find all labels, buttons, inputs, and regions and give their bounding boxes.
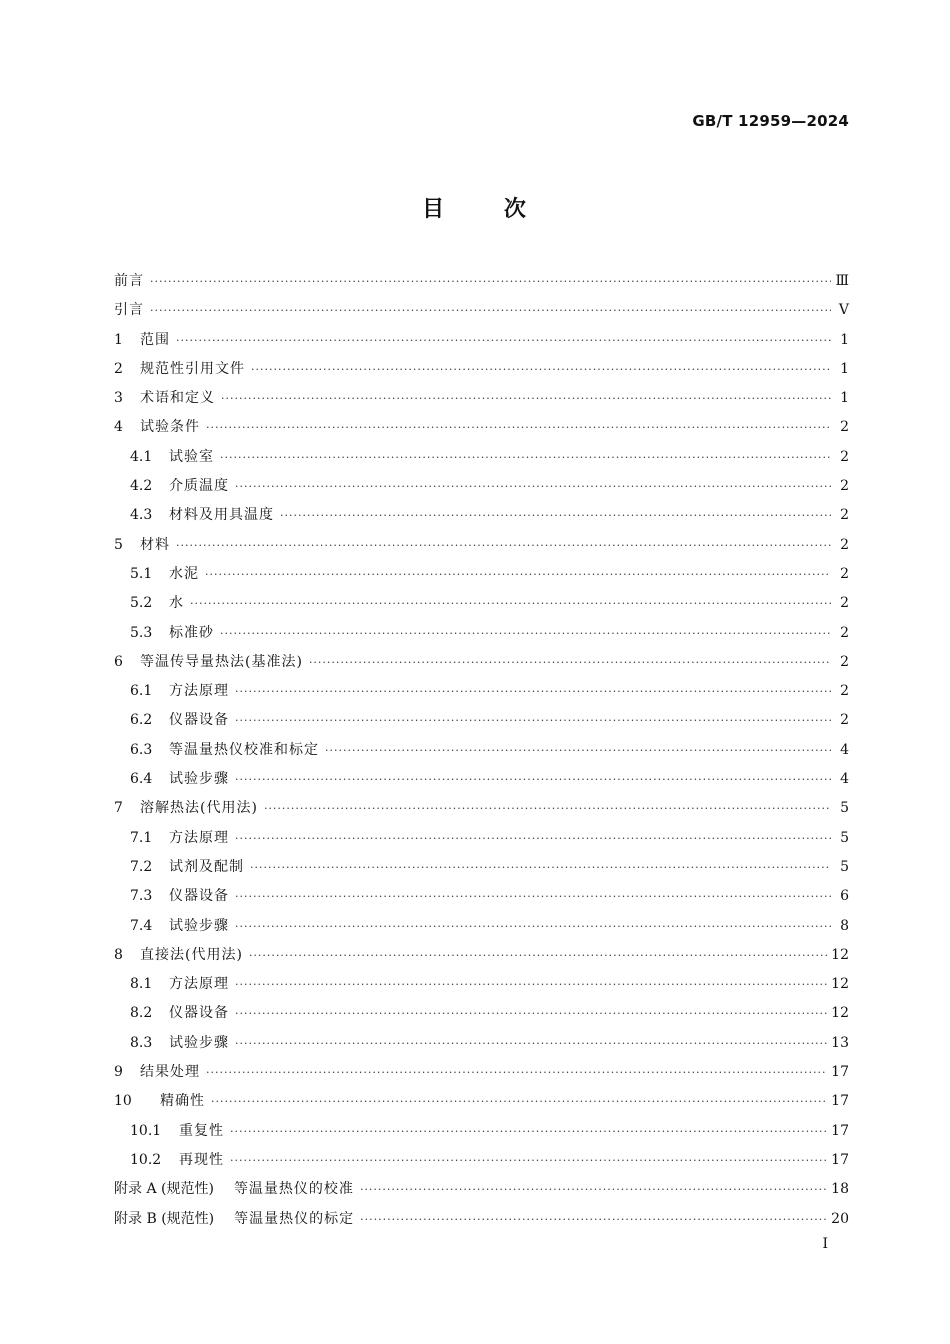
toc-entry[interactable] [114, 827, 849, 856]
toc-dot-leader [190, 597, 831, 610]
toc-entry-number: 5 [114, 536, 123, 553]
toc-entry-page: 2 [840, 419, 849, 436]
toc-entry[interactable] [114, 944, 849, 973]
toc-entry[interactable] [114, 1149, 849, 1178]
toc-entry-page: 13 [831, 1034, 849, 1051]
toc-entry[interactable] [114, 1061, 849, 1090]
toc-dot-leader [230, 1125, 827, 1138]
toc-entry-page: 12 [831, 946, 849, 963]
toc-dot-leader [235, 480, 831, 493]
toc-entry[interactable] [114, 299, 849, 328]
toc-dot-leader [280, 509, 831, 522]
toc-entry-number: 8.2 [130, 1005, 153, 1022]
toc-entry-number: 7.4 [130, 917, 153, 934]
toc-entry-label: 术语和定义 [140, 390, 215, 407]
toc-entry-label: 方法原理 [169, 829, 229, 846]
toc-entry-label: 试剂及配制 [169, 858, 244, 875]
toc-dot-leader [251, 363, 831, 376]
toc-entry[interactable] [114, 709, 849, 738]
toc-entry-number: 8.3 [130, 1034, 153, 1051]
toc-entry-page: 12 [831, 976, 849, 993]
toc-entry[interactable] [114, 270, 849, 299]
toc-entry-label: 规范性引用文件 [140, 360, 245, 377]
toc-entry-label: 溶解热法(代用法) [140, 800, 258, 817]
toc-entry-number: 7 [114, 800, 123, 817]
toc-entry-page: 2 [840, 478, 849, 495]
toc-entry[interactable] [114, 416, 849, 445]
toc-entry[interactable] [114, 1120, 849, 1149]
toc-entry-label: 再现性 [179, 1151, 224, 1168]
toc-entry-page: 4 [840, 771, 849, 788]
toc-entry-page: 2 [840, 448, 849, 465]
toc-dot-leader [150, 275, 831, 288]
toc-entry[interactable] [114, 856, 849, 885]
toc-entry-label: 等温量热仪的标定 [234, 1210, 355, 1227]
toc-entry-label: 方法原理 [169, 683, 229, 700]
toc-entry-page: 2 [840, 653, 849, 670]
toc-entry-label: 引言 [114, 302, 144, 319]
toc-entry-page: 1 [840, 331, 849, 348]
toc-dot-leader [150, 304, 831, 317]
toc-entry[interactable] [114, 475, 849, 504]
toc-entry-number: 8 [114, 946, 123, 963]
toc-entry[interactable] [114, 534, 849, 563]
toc-dot-leader [176, 334, 831, 347]
toc-dot-leader [235, 1037, 827, 1050]
toc-entry[interactable] [114, 1178, 849, 1207]
toc-dot-leader [211, 1095, 827, 1108]
toc-entry-number: 10 [114, 1093, 132, 1110]
toc-entry-label: 试验步骤 [169, 917, 229, 934]
toc-entry-label: 等温量热仪校准和标定 [169, 741, 319, 758]
toc-dot-leader [235, 978, 827, 991]
toc-entry-page: 17 [831, 1151, 849, 1168]
toc-entry[interactable] [114, 915, 849, 944]
toc-entry-number: 4 [114, 419, 123, 436]
toc-entry-number: 8.1 [130, 976, 153, 993]
toc-entry[interactable] [114, 739, 849, 768]
toc-dot-leader [235, 890, 831, 903]
toc-dot-leader [309, 656, 831, 669]
toc-entry-number: 1 [114, 331, 123, 348]
toc-entry[interactable] [114, 680, 849, 709]
toc-entry[interactable] [114, 387, 849, 416]
toc-entry[interactable] [114, 1002, 849, 1031]
toc-entry-page: 6 [840, 888, 849, 905]
toc-entry-label: 试验条件 [140, 419, 200, 436]
toc-entry-label: 等温量热仪的校准 [233, 1181, 354, 1198]
toc-entry-number: 7.2 [130, 858, 153, 875]
toc-entry-page: 17 [831, 1093, 849, 1110]
toc-dot-leader [176, 539, 831, 552]
toc-entry[interactable] [114, 358, 849, 387]
toc-entry-label: 水泥 [169, 565, 199, 582]
toc-dot-leader [230, 1154, 827, 1167]
toc-entry-page: 5 [840, 858, 849, 875]
toc-entry[interactable] [114, 797, 849, 826]
toc-dot-leader [250, 861, 831, 874]
toc-entry-page: 2 [840, 565, 849, 582]
toc-entry-label: 试验室 [169, 448, 214, 465]
toc-entry-number: 6.2 [130, 712, 153, 729]
toc-dot-leader [206, 1066, 827, 1079]
toc-dot-leader [235, 773, 831, 786]
toc-entry[interactable] [114, 1090, 849, 1119]
toc-entry-label: 结果处理 [140, 1064, 200, 1081]
toc-entry-number: 4.3 [130, 507, 153, 524]
toc-entry[interactable] [114, 329, 849, 358]
toc-entry-number: 5.2 [130, 595, 153, 612]
toc-entry-page: 18 [831, 1181, 849, 1198]
toc-entry-number: 7.3 [130, 888, 153, 905]
toc-entry-number: 7.1 [130, 829, 153, 846]
toc-entry-page: 2 [840, 507, 849, 524]
toc-entry-label: 方法原理 [169, 976, 229, 993]
toc-entry-number: 附录 A (规范性) [114, 1181, 214, 1198]
toc-entry-label: 精确性 [160, 1093, 205, 1110]
toc-entry-number: 5.3 [130, 624, 153, 641]
toc-dot-leader [235, 685, 831, 698]
toc-entry[interactable] [114, 1032, 849, 1061]
toc-entry-label: 仪器设备 [169, 712, 229, 729]
toc-entry-label: 重复性 [179, 1122, 224, 1139]
toc-entry-page: 1 [840, 390, 849, 407]
toc-entry-label: 仪器设备 [169, 1005, 229, 1022]
toc-entry-page: 8 [840, 917, 849, 934]
toc-entry-label: 等温传导量热法(基准法) [140, 653, 303, 670]
toc-dot-leader [360, 1213, 827, 1226]
toc-entry-number: 9 [114, 1064, 123, 1081]
toc-entry[interactable] [114, 885, 849, 914]
toc-entry-number: 6 [114, 653, 123, 670]
toc-entry-label: 试验步骤 [169, 771, 229, 788]
toc-entry-number: 10.2 [130, 1151, 162, 1168]
toc-dot-leader [360, 1183, 827, 1196]
toc-dot-leader [235, 920, 831, 933]
toc-entry-page: 5 [840, 800, 849, 817]
toc-entry[interactable] [114, 651, 849, 680]
toc-entry-page: 2 [840, 624, 849, 641]
toc-entry[interactable] [114, 504, 849, 533]
toc-dot-leader [235, 714, 831, 727]
toc-dot-leader [264, 802, 831, 815]
toc-dot-leader [220, 627, 831, 640]
toc-entry-number: 6.4 [130, 771, 153, 788]
toc-entry-number: 6.1 [130, 683, 153, 700]
table-of-contents [114, 270, 849, 1237]
toc-title: 目 次 [422, 197, 528, 222]
page-number: I [822, 1236, 828, 1252]
toc-entry-page: Ⅴ [838, 302, 849, 319]
toc-entry-label: 水 [169, 595, 184, 612]
toc-entry[interactable] [114, 446, 849, 475]
toc-entry[interactable] [114, 563, 849, 592]
toc-entry-label: 试验步骤 [169, 1034, 229, 1051]
standard-code: GB/T 12959—2024 [692, 112, 849, 130]
toc-dot-leader [235, 1007, 827, 1020]
toc-dot-leader [221, 392, 831, 405]
toc-entry-page: 20 [831, 1210, 849, 1227]
toc-entry-label: 范围 [140, 331, 170, 348]
toc-entry-number: 附录 B (规范性) [114, 1210, 215, 1227]
toc-entry-page: Ⅲ [835, 273, 849, 289]
toc-entry-page: 2 [840, 712, 849, 729]
toc-entry-number: 6.3 [130, 741, 153, 758]
toc-dot-leader [205, 568, 831, 581]
toc-entry[interactable] [114, 1208, 849, 1237]
toc-entry[interactable] [114, 592, 849, 621]
toc-entry-page: 17 [831, 1122, 849, 1139]
toc-entry[interactable] [114, 768, 849, 797]
toc-entry-label: 直接法(代用法) [140, 946, 243, 963]
toc-entry-page: 2 [840, 595, 849, 612]
toc-entry-page: 17 [831, 1064, 849, 1081]
toc-entry-label: 前言 [114, 273, 144, 289]
toc-entry-page: 12 [831, 1005, 849, 1022]
toc-entry-label: 材料及用具温度 [169, 507, 274, 524]
toc-entry-label: 材料 [140, 536, 170, 553]
toc-entry-number: 5.1 [130, 565, 153, 582]
toc-entry-label: 仪器设备 [169, 888, 229, 905]
toc-entry[interactable] [114, 973, 849, 1002]
toc-entry[interactable] [114, 622, 849, 651]
toc-dot-leader [249, 949, 827, 962]
toc-entry-page: 4 [840, 741, 849, 758]
toc-entry-number: 4.2 [130, 478, 153, 495]
toc-entry-label: 标准砂 [169, 624, 214, 641]
toc-dot-leader [235, 832, 831, 845]
toc-entry-number: 4.1 [130, 448, 153, 465]
toc-entry-number: 2 [114, 360, 123, 377]
toc-dot-leader [220, 451, 831, 464]
toc-entry-number: 3 [114, 390, 123, 407]
toc-entry-page: 2 [840, 536, 849, 553]
toc-entry-page: 2 [840, 683, 849, 700]
toc-entry-label: 介质温度 [169, 478, 229, 495]
toc-entry-page: 5 [840, 829, 849, 846]
toc-dot-leader [325, 744, 831, 757]
toc-entry-page: 1 [840, 360, 849, 377]
toc-entry-number: 10.1 [130, 1122, 162, 1139]
toc-dot-leader [206, 421, 831, 434]
